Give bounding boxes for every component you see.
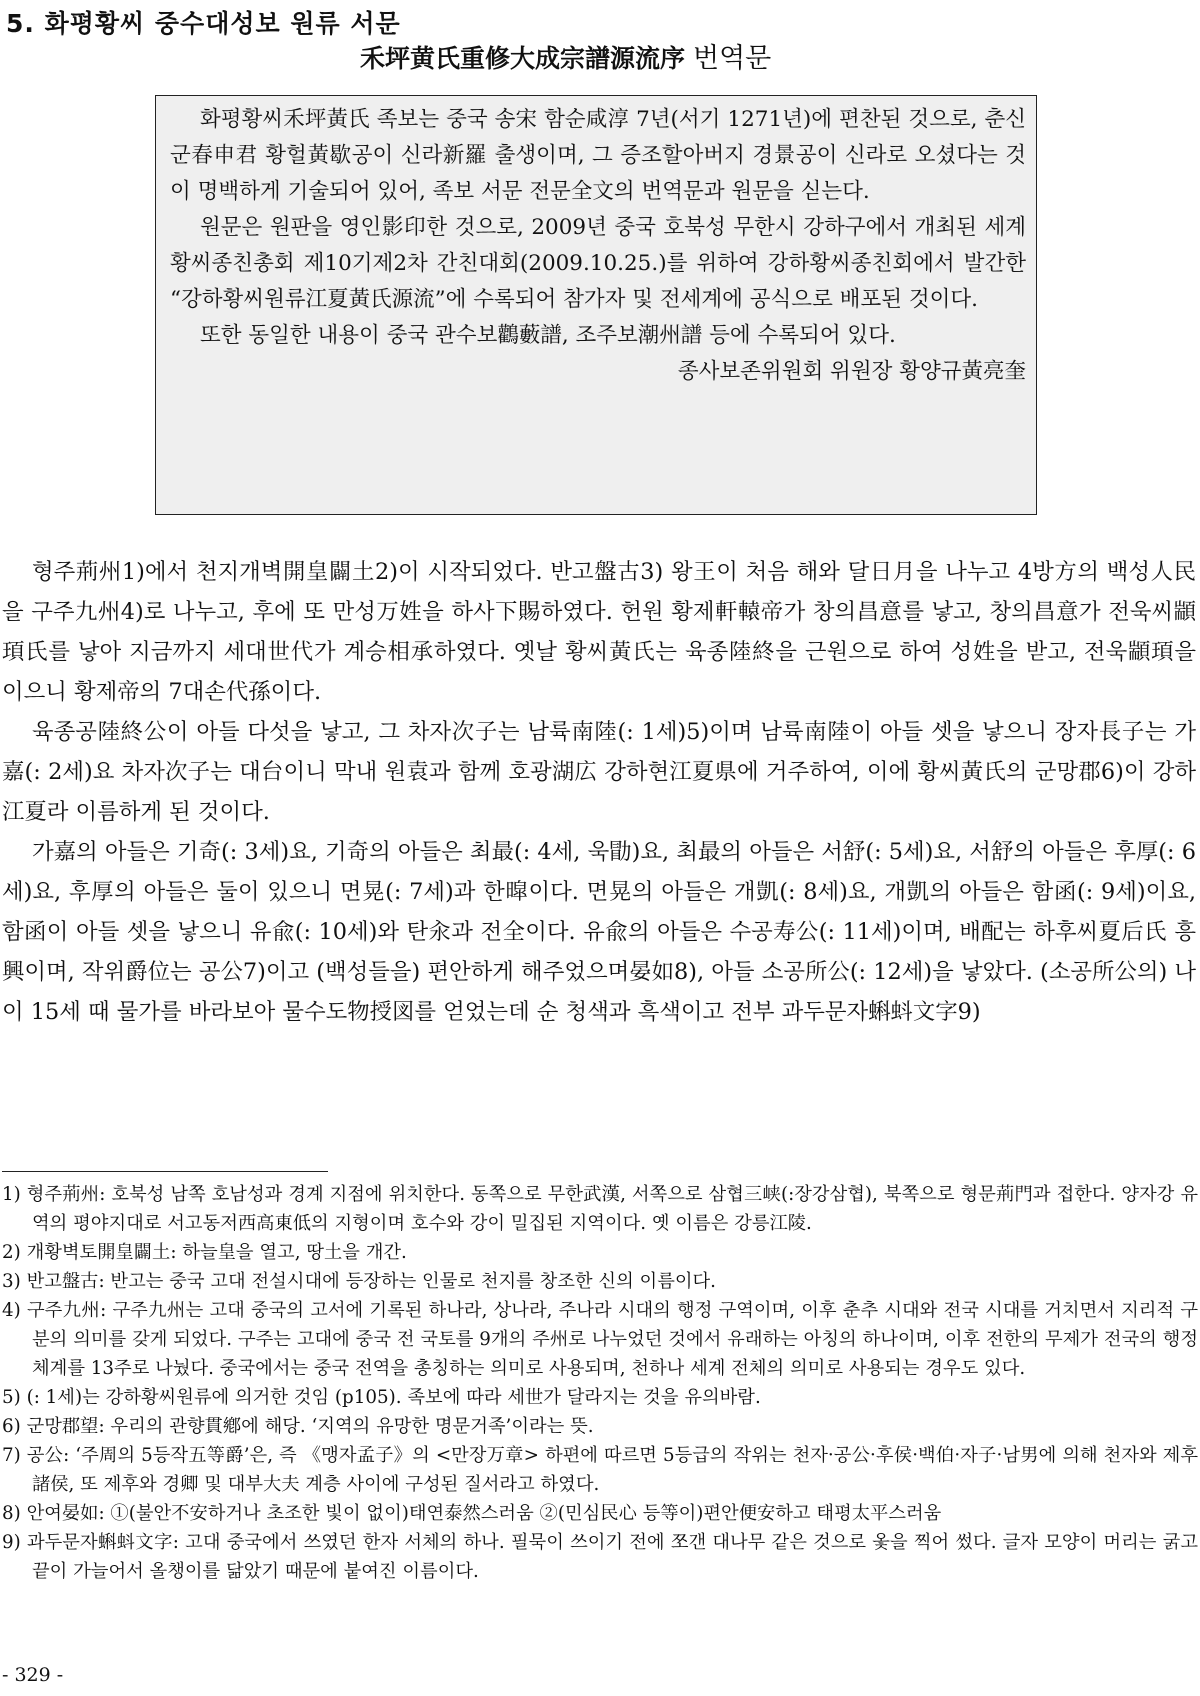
body-paragraph: 형주荊州1)에서 천지개벽開皇闢土2)이 시작되었다. 반고盤古3) 왕王이 처음 해와 달日月을 나누고 4방方의 백성人民을 구주九州4)로 나누고, 후에 또 만성万姓을 하사下賜하였다. 헌원 황제軒轅帝가 창의昌意를 낳고, 창의昌意가 전욱씨顓頊氏를 낳아 지금까지 세대世代가 계승相承하였다. 옛날 황씨黃氏는 육종陸終을 근원으로 하여 성姓을 받고, 전욱顓頊을 이으니 황제帝의 7대손代孫이다. xyxy=(2,559,1196,705)
footnote: 7) 공公: ‘주周의 5등작五等爵’은, 즉 《맹자孟子》의 <만장万章> 하편에 따르면 5등급의 작위는 천자·공公·후侯·백伯·자子·남男에 의해 천자와 제후諸侯, 또 제후와 경卿 및 대부大夫 계층 사이에 구성된 질서라고 하였다. xyxy=(2,1445,1198,1495)
abstract-paragraph: 또한 동일한 내용이 중국 관수보鸛藪譜, 조주보潮州譜 등에 수록되어 있다. xyxy=(200,323,896,348)
section-heading: 5. 화평황씨 중수대성보 원류 서문 xyxy=(6,9,401,38)
footnote: 1) 형주荊州: 호북성 남쪽 호남성과 경계 지점에 위치한다. 동쪽으로 무한武漢, 서쪽으로 삼협三峡(:장강삼협), 북쪽으로 형문荊門과 접한다. 양자강 유역의 평야지대로 서고동저西高東低의 지형이며 호수와 강이 밀집된 지역이다. 옛 이름은 강릉江陵. xyxy=(2,1184,1198,1234)
abstract-signature: 종사보존위원회 위원장 황양규黃亮奎 xyxy=(677,359,1026,384)
body-paragraph: 육종공陸終公이 아들 다섯을 낳고, 그 차자次子는 남륙南陸(: 1세)5)이며 남륙南陸이 아들 셋을 낳으니 장자長子는 가嘉(: 2세)요 차자次子는 대台이니 막내 원袁과 함께 호광湖広 강하현江夏県에 거주하여, 이에 황씨黃氏의 군망郡6)이 강하江夏라 이름하게 된 것이다. xyxy=(2,719,1196,825)
footnote: 3) 반고盤古: 반고는 중국 고대 전설시대에 등장하는 인물로 천지를 창조한 신의 이름이다. xyxy=(2,1271,716,1292)
footnote: 2) 개황벽토開皇闢土: 하늘皇을 열고, 땅土을 개간. xyxy=(2,1242,407,1263)
subtitle-korean: 번역문 xyxy=(693,43,772,74)
abstract-paragraph: 화평황씨禾坪黃氏 족보는 중국 송宋 함순咸淳 7년(서기 1271년)에 편찬된 것으로, 춘신군春申君 황헐黃歇공이 신라新羅 출생이며, 그 증조할아버지 경景공이 신라로 오셨다는 것이 명백하게 기술되어 있어, 족보 서문 전문全文의 번역문과 원문을 싣는다. xyxy=(170,107,1026,204)
body-text xyxy=(2,552,1196,1032)
subtitle-hanja: 禾坪黄氏重修大成宗譜源流序 xyxy=(360,44,686,73)
abstract-box xyxy=(155,95,1037,515)
footnotes xyxy=(2,1180,1198,1586)
document-subtitle xyxy=(360,36,771,75)
footnote: 6) 군망郡望: 우리의 관향貫鄕에 해당. ‘지역의 유망한 명문거족’이라는 뜻. xyxy=(2,1416,594,1437)
abstract-paragraph: 원문은 원판을 영인影印한 것으로, 2009년 중국 호북성 무한시 강하구에서 개최된 세계황씨종친총회 제10기제2차 간친대회(2009.10.25.)를 위하여 강하황씨종친회에서 발간한 “강하황씨원류江夏黃氏源流”에 수록되어 참가자 및 전세계에 공식으로 배포된 것이다. xyxy=(170,215,1026,312)
page-number: - 329 - xyxy=(2,1664,67,1686)
footnote: 5) (: 1세)는 강하황씨원류에 의거한 것임 (p105). 족보에 따라 세世가 달라지는 것을 유의바람. xyxy=(2,1387,761,1408)
footnote-divider xyxy=(2,1171,328,1172)
footnote: 4) 구주九州: 구주九州는 고대 중국의 고서에 기록된 하나라, 상나라, 주나라 시대의 행정 구역이며, 이후 춘추 시대와 전국 시대를 거치면서 지리적 구분의 의미를 갖게 되었다. 구주는 고대에 중국 전 국토를 9개의 주州로 나누었던 것에서 유래하는 아칭의 하나이며, 이후 전한의 무제가 전국의 행정체계를 13주로 나눴다. 중국에서는 중국 전역을 총칭하는 의미로 사용되며, 천하나 세계 전체의 의미로 사용되는 경우도 있다. xyxy=(2,1300,1198,1379)
footnote: 9) 과두문자蝌蚪文字: 고대 중국에서 쓰였던 한자 서체의 하나. 필묵이 쓰이기 전에 쪼갠 대나무 같은 것으로 옻을 찍어 썼다. 글자 모양이 머리는 굵고 끝이 가늘어서 올챙이를 닮았기 때문에 붙여진 이름이다. xyxy=(2,1532,1198,1582)
footnote: 8) 안여晏如: ①(불안不安하거나 초조한 빛이 없이)태연泰然스러움 ②(민심民心 등等이)편안便安하고 태평太平스러움 xyxy=(2,1503,942,1524)
body-paragraph: 가嘉의 아들은 기奇(: 3세)요, 기奇의 아들은 최最(: 4세, 욱勖)요, 최最의 아들은 서舒(: 5세)요, 서舒의 아들은 후厚(: 6세)요, 후厚의 아들은 둘이 있으니 면晃(: 7세)과 한暭이다. 면晃의 아들은 개凱(: 8세)요, 개凱의 아들은 함函(: 9세)이요, 함函이 아들 셋을 낳으니 유兪(: 10세)와 탄汆과 전全이다. 유兪의 아들은 수공寿公(: 11세)이며, 배配는 하후씨夏后氏 흥興이며, 작위爵位는 공公7)이고 (백성들을) 편안하게 해주었으며晏如8), 아들 소공所公(: 12세)을 낳았다. (소공所公의) 나이 15세 때 물가를 바라보아 물수도物授図를 얻었는데 순 청색과 흑색이고 전부 과두문자蝌蚪文字9) xyxy=(2,839,1196,1025)
